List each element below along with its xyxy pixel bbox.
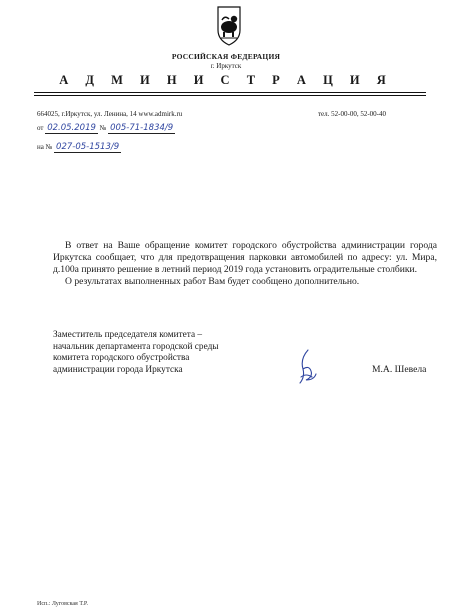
letter-number: 005-71-1834/9: [110, 123, 174, 133]
reply-label: на №: [37, 143, 53, 151]
header-divider-thin: [34, 95, 426, 96]
handwritten-signature: [294, 347, 320, 387]
letter-body: [53, 240, 437, 288]
position-line: комитета городского обустройства: [53, 353, 190, 363]
position-line: Заместитель председателя комитета –: [53, 330, 203, 340]
country-name: РОССИЙСКАЯ ФЕДЕРАЦИЯ: [171, 52, 281, 61]
letter-date: 02.05.2019: [47, 123, 96, 133]
position-line: начальник департамента городской среды: [53, 341, 219, 352]
letter-paragraph: В ответ на Ваше обращение комитет городского обустройства администрации города Иркутска сообщает, что для предотвращения парковки автомобилей по адресу: ул. Мира, д.100а принято решение в летний период 2019 года установить оградительные столбики.: [53, 240, 437, 275]
incoming-reference: [37, 143, 121, 153]
city-name: г. Иркутск: [210, 62, 242, 70]
phone-numbers: тел. 52-00-00, 52-00-40: [318, 110, 386, 118]
letter-paragraph: О результатах выполненных работ Вам будет сообщено дополнительно.: [65, 276, 360, 287]
outgoing-reference: [37, 124, 175, 134]
number-label: №: [99, 124, 107, 132]
header-divider-thick: [34, 92, 426, 93]
signatory-name: М.А. Шевела: [372, 364, 427, 375]
reply-number: 027-05-1513/9: [56, 142, 120, 152]
executor-note: Исп.: Луговская Т.Р.: [37, 601, 88, 607]
organization-title: А Д М И Н И С Т Р А Ц И Я: [59, 73, 393, 87]
city-coat-of-arms-icon: [216, 6, 242, 46]
position-line: администрации города Иркутска: [53, 364, 183, 375]
address-line: 664025, г.Иркутск, ул. Ленина, 14 www.admirk.ru: [37, 110, 183, 118]
from-label: от: [37, 124, 44, 132]
signatory-position: [53, 330, 219, 376]
